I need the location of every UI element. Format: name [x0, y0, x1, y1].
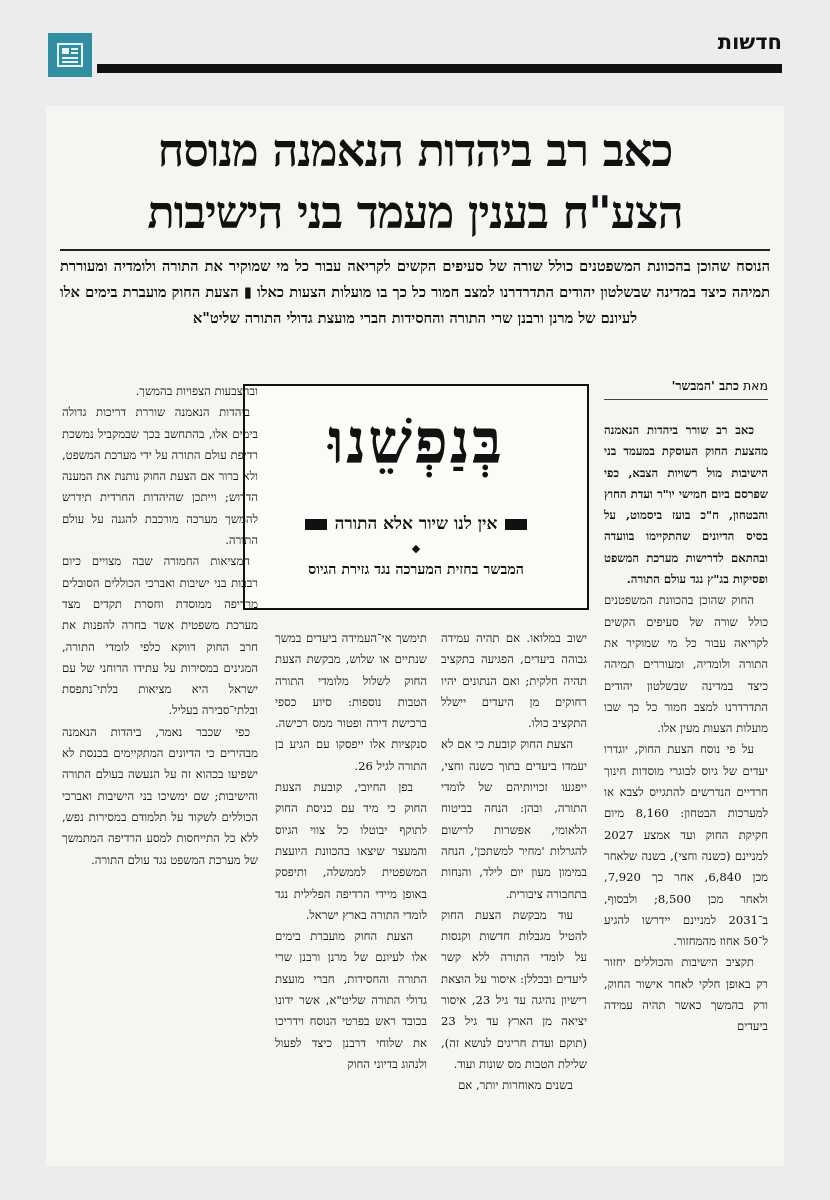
paragraph: החוק שהוכן בהכוונת המשפטנים כולל שורה של סעיפים הקשים לקריאה עבור כל מי שמוקיר את התורה ולומדיה, ומעוררים תמיהה כיצד במדינה שבשלטון יהודים התדרדרנו למצב חמור כל כך שבו מועלות הצעות מעין אלו. — [604, 593, 768, 736]
masthead-tagline: אין לנו שיור אלא התורה — [334, 514, 498, 534]
black-bar-icon — [305, 519, 327, 530]
byline-author: כתב 'המבשר' — [671, 378, 739, 393]
masthead-title: בְּנַפְשֵׁנוּ — [328, 405, 504, 478]
paragraph: בפן החיובי, קובעת הצעת החוק כי מיד עם כניסת החוק לתוקף יבוטלו כל צווי הגיוס והמעצר שיצאו בהכוונת היועצת המשפטית לממשלה, ותיפסק באופן מיידי הרדיפה הפלילית נגד לומדי התורה בארץ ישראל. — [275, 780, 427, 922]
headline-line-2: הצע"ח בענין מעמד בני הישיבות — [147, 186, 683, 239]
paragraph: תימשך אי־העמידה ביעדים במשך שנתיים או שלוש, מבקשת הצעת החוק לשלול מלומדי התורה הטבות נוספות: סיוע כספי ברכישת דירה ופטור ממס רכישה. סנקציות אלו ייפסקו עם הגיע בן התורה לגיל 26. — [275, 631, 427, 773]
masthead-tagline-row — [265, 514, 567, 534]
lead-paragraph: הנוסח שהוכן בהכוונת המשפטנים כולל שורה של סעיפים הקשים לקריאה עבור כל מי שמוקיר את התורה ולומדיה ומעוררת תמיהה כיצד במדינה שבשלטון יהודים התדרדרנו למצב חמור כל כך בו מועלות הצעות כאלו ▮ הצעת החוק מועברת בימים אלו לעיונם של מרנן ורבנן שרי התורה והחסידות חברי מועצת גדולי התורה שליט"א — [60, 258, 770, 327]
header-rule — [97, 64, 782, 73]
newspaper-icon[interactable] — [48, 33, 92, 77]
paragraph: על פי נוסח הצעת החוק, יוגדרו יעדים של גיוס לבוגרי מוסדות חינוך חרדיים הנדרשים להתגייס לצבא או למערכות הבטחון: 8,160 מיום חקיקת החוק ועד אמצע 2027 למניינם (כשנה וחצי), בשנה שלאחר מכן 6,840, אחר כך 7,920, ולאחר מכן 8,500; ולבסוף, ב־2031 למניינם יידרשו להגיע ל־50 אחוז מהמחזור. — [604, 742, 768, 949]
headline — [62, 120, 768, 244]
byline-prefix: מאת — [742, 378, 768, 393]
byline-rule — [604, 399, 768, 400]
black-bar-icon — [505, 519, 527, 530]
article-column-1 — [604, 420, 768, 1160]
newspaper-clipping — [46, 106, 784, 1166]
paragraph: כפי שכבר נאמר, ביהדות הנאמנה מבהירים כי הדיונים המתקיימים בכנסת לא ישפיעו בכהוא זה על הנעשה בעולם התורה והישיבות; שם ימשיכו בני הישיבות ואברכי הכוללים לשקוד על תלמודם במסירות נפש, ללא כל התייחסות למסע הרדיפה המתמשך של מערכת המשפט נגד עולם התורה. — [62, 724, 258, 867]
diamond-icon: ◆ — [411, 542, 421, 555]
paragraph: כאב רב שורר ביהדות הנאמנה מהצעת החוק העוסקת במעמד בני הישיבות מול רשויות הצבא, כפי שפרסם ביום חמישי יו"ר ועדת החוץ והבטחון, ח"כ בועז ביסמוט, על בסיס הדיונים שהתקיימו בוועדה ובהתאם לדרישות מערכת המשפט ופסיקות בג"ץ נגד עולם התורה. — [604, 423, 768, 587]
headline-rule — [60, 249, 770, 251]
section-title: חדשות — [717, 30, 782, 54]
article-column-4 — [62, 381, 258, 1160]
byline — [604, 378, 768, 394]
paragraph: עוד מבקשת הצעת החוק להטיל מגבלות חדשות וקנסות על לומדי התורה ללא קשר ליעדים ובכללן: איסור על הוצאת רישיון נהיגה עד גיל 23, איסור יציאה מן הארץ עד גיל 23 (תוקם ועדת חריגים לנושא זה), שלילת הטבות מס שונות ועוד. — [441, 907, 587, 1071]
masthead-subtitle: המבשר בחזית המערכה נגד גזירת הגיוס — [308, 562, 524, 578]
campaign-masthead-box — [243, 384, 589, 610]
paragraph: ישוב במלואו. אם תהיה עמידה גבוהה ביעדים, הפגיעה בתקציב תהיה חלקית; ואם הנתונים יהיו רחוקים מן היעדים יישלל התקציב כולו. — [441, 631, 587, 731]
paragraph: תקציב הישיבות והכוללים יחזור רק באופן חלקי לאחר אישור החוק, ורק בהמשך כאשר תהיה עמידה ביעדים — [604, 955, 768, 1034]
article-column-3 — [275, 628, 427, 1160]
paragraph: הצעת החוק קובעת כי אם לא יעמדו ביעדים בתוך כשנה וחצי, ייפגעו זכויותיהם של לומדי התורה, ובהן: הנחה בביטוח הלאומי, אפשרות לרישום להגרלות 'מחיר למשתכן', הנחה במימון מעון יום לילד, והנחות בתחבורה ציבורית. — [441, 737, 587, 901]
paragraph: המציאות החמורה שבה מצויים כיום רבבות בני ישיבות ואברכי הכוללים הסובלים מרדיפה ממוסדת וחסרת תקדים מצד מערכת משפטית אשר בחרה להפנות את חרב החוק דווקא כלפי לומדי התורה, המגינים במסירות על עתידו הרוחני של עם ישראל היא מציאות בלתי־נתפסת ובלתי־סבירה בעליל. — [62, 554, 258, 718]
paragraph: ובהצבעות הצפויות בהמשך. — [135, 384, 258, 398]
paragraph: בשנים מאוחרות יותר, אם — [458, 1078, 573, 1093]
paragraph: הצעת החוק מועברת בימים אלו לעיונם של מרנן ורבנן שרי התורה והחסידות, חברי מועצת גדולי התורה שליט"א, אשר ידונו בכובד ראש בפרטי הנוסח וידריכו את שלוחי דרבנן כיצד לפעול ולנהוג בדיוני החוק — [275, 929, 427, 1071]
headline-line-1: כאב רב ביהדות הנאמנה מנוסח — [157, 124, 673, 177]
paragraph: ביהדות הנאמנה שוררת דריכות גדולה בימים אלו, בהתחשב בכך שבמקביל נמשכת רדיפת עולם התורה על ידי מערכת המשפט, ולא ברור אם הצעת החוק נותנת את המענה הדרוש; וייתכן שהיהדות החרדית תידרש להמשך מערכה מורכבת להגנה על עולם התורה. — [62, 405, 258, 548]
article-column-2 — [441, 628, 587, 1160]
